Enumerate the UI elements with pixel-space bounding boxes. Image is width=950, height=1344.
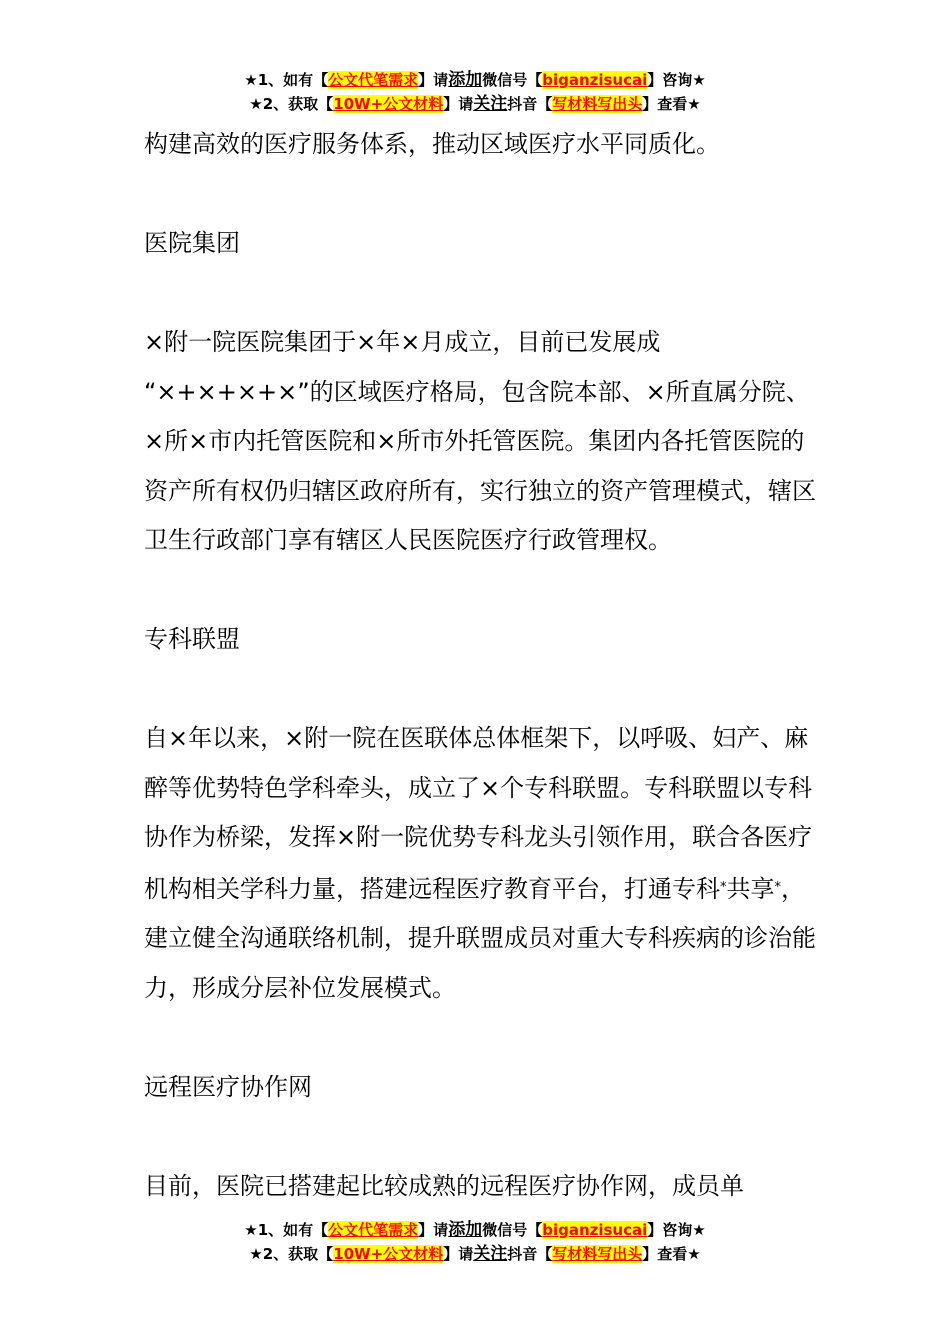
banner-emphasis: 关注 <box>473 94 508 114</box>
banner-highlight: 公文代笔需求 <box>328 1221 419 1239</box>
paragraph: 目前，医院已搭建起比较成熟的远程医疗协作网，成员单 <box>144 1171 744 1200</box>
section-heading: 远程医疗协作网 <box>144 1072 312 1101</box>
banner-wechat-id: biganzisucai <box>542 1221 648 1239</box>
mark-open: * <box>720 879 727 895</box>
banner-emphasis: 添加 <box>448 1220 483 1240</box>
banner-highlight: 10W+公文材料 <box>333 95 444 113</box>
banner-highlight: 10W+公文材料 <box>333 1245 444 1263</box>
banner-highlight: 公文代笔需求 <box>328 71 419 89</box>
banner-line-1: ★1、如有【公文代笔需求】请添加微信号【biganzisucai】咨询★ <box>244 70 706 90</box>
banner-line-1: ★1、如有【公文代笔需求】请添加微信号【biganzisucai】咨询★ <box>244 1220 706 1240</box>
section-heading: 专科联盟 <box>144 625 240 653</box>
footer-banner <box>0 1218 950 1266</box>
mark-close: * <box>774 879 781 895</box>
banner-line-2: ★2、获取【10W+公文材料】请关注抖音【写材料写出头】查看★ <box>249 94 701 114</box>
paragraph: ×附一院医院集团于×年×月成立，目前已发展成 “×+×+×+×”的区域医疗格局，包含院本部、×所直属分院、×所×市内托管医院和×所市外托管医院。集团内各托管医院的资产所有权仍归辖区政府所有，实行独立的资产管理模式，辖区卫生行政部门享有辖区人民医院医疗行政管理权。 <box>144 328 816 554</box>
banner-emphasis: 添加 <box>448 70 483 90</box>
banner-emphasis: 关注 <box>473 1244 508 1264</box>
paragraph: 自×年以来，×附一院在医联体总体框架下，以呼吸、妇产、麻醉等优势特色学科牵头，成立了×个专科联盟。专科联盟以专科协作为桥梁，发挥×附一院优势专科龙头引领作用，联合各医疗机构相关学科力量，搭建远程医疗教育平台，打通专科*共享*，建立健全沟通联络机制，提升联盟成员对重大专科疾病的诊治能力，形成分层补位发展模式。 <box>144 724 816 1002</box>
intro-line: 构建高效的医疗服务体系，推动区域医疗水平同质化。 <box>144 130 720 158</box>
section-heading: 医院集团 <box>144 229 240 257</box>
document-body <box>144 120 824 1211</box>
banner-douyin-id: 写材料写出头 <box>552 95 643 113</box>
banner-wechat-id: biganzisucai <box>542 71 648 89</box>
header-banner <box>0 68 950 116</box>
banner-line-2: ★2、获取【10W+公文材料】请关注抖音【写材料写出头】查看★ <box>249 1244 701 1264</box>
banner-douyin-id: 写材料写出头 <box>552 1245 643 1263</box>
